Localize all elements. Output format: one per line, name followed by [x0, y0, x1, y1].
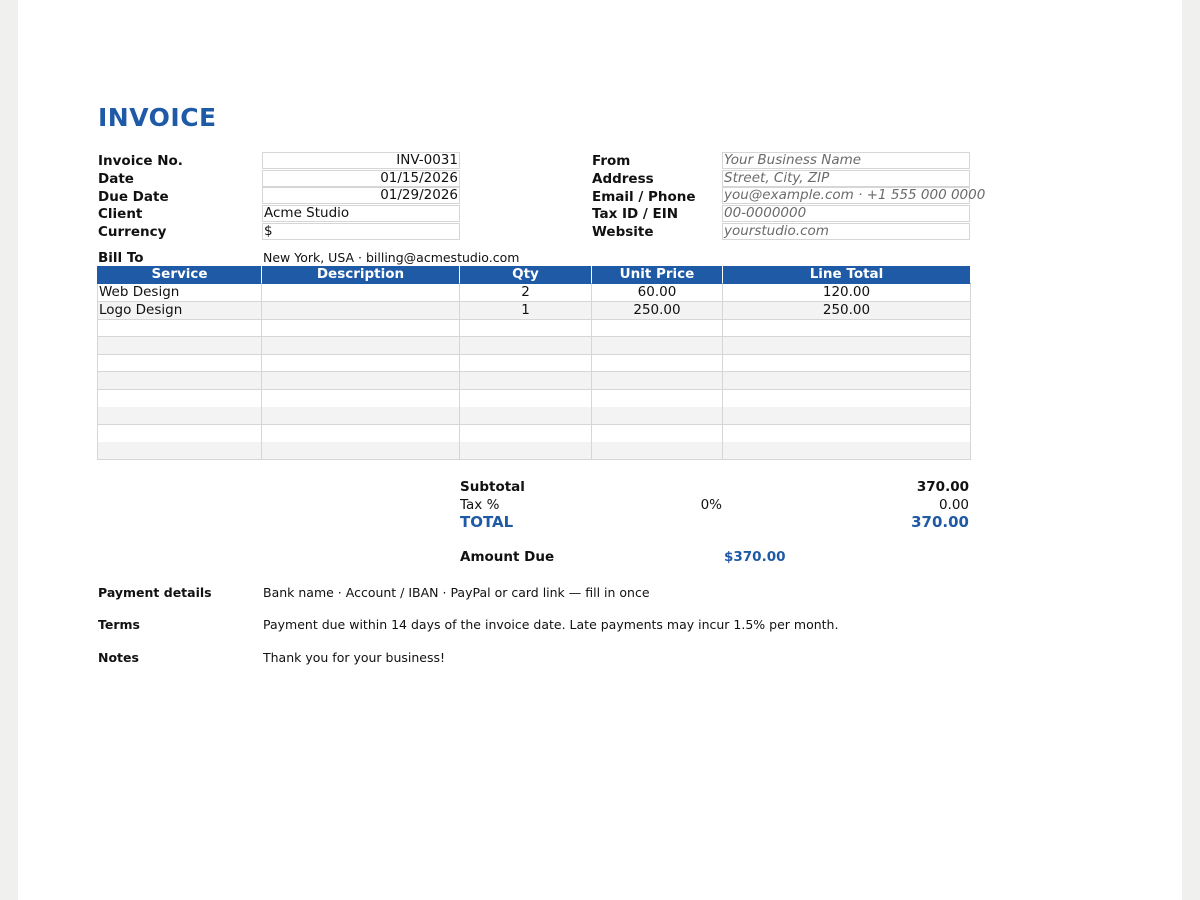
col-qty-header: Qty [460, 266, 592, 284]
terms-label: Terms [98, 617, 140, 632]
tax-id-label: Tax ID / EIN [592, 206, 679, 222]
cell-line-total[interactable] [723, 425, 971, 443]
cell-qty[interactable]: 1 [460, 302, 592, 320]
cell-description[interactable] [262, 390, 460, 408]
notes-label: Notes [98, 650, 139, 665]
cell-qty[interactable] [460, 442, 592, 460]
cell-line-total[interactable] [723, 319, 971, 337]
table-row [97, 302, 970, 320]
bill-to-value[interactable]: New York, USA · billing@acmestudio.com [263, 250, 520, 265]
cell-line-total[interactable] [723, 337, 971, 355]
currency-field[interactable]: $ [262, 223, 460, 240]
subtotal-label: Subtotal [460, 479, 525, 495]
email-phone-field[interactable]: you@example.com · +1 555 000 0000 [724, 187, 986, 203]
payment-details-value[interactable]: Bank name · Account / IBAN · PayPal or card link — fill in once [263, 585, 650, 600]
website-label: Website [592, 224, 654, 240]
cell-line-total[interactable] [723, 442, 971, 460]
cell-line-total[interactable] [723, 354, 971, 372]
cell-unit-price[interactable]: 250.00 [592, 302, 723, 320]
cell-qty[interactable] [460, 319, 592, 337]
tax-id-field[interactable]: 00-0000000 [722, 205, 970, 222]
cell-qty[interactable] [460, 407, 592, 425]
invoice-sheet [18, 0, 1182, 900]
cell-unit-price[interactable] [592, 390, 723, 408]
cell-description[interactable] [262, 354, 460, 372]
due-date-label: Due Date [98, 189, 169, 205]
cell-description[interactable] [262, 372, 460, 390]
client-field[interactable]: Acme Studio [262, 205, 460, 222]
cell-unit-price[interactable] [592, 442, 723, 460]
table-header [97, 266, 970, 284]
cell-unit-price[interactable] [592, 319, 723, 337]
cell-qty[interactable] [460, 390, 592, 408]
cell-unit-price[interactable] [592, 337, 723, 355]
table-row [97, 372, 970, 390]
table-row [97, 425, 970, 443]
cell-line-total[interactable] [723, 390, 971, 408]
email-phone-label: Email / Phone [592, 189, 696, 205]
amount-due-value: $370.00 [724, 549, 786, 565]
date-field[interactable]: 01/15/2026 [262, 170, 460, 187]
table-row [97, 442, 970, 460]
table-row [97, 284, 970, 302]
invoice-title: INVOICE [98, 103, 217, 132]
total-label: TOTAL [460, 513, 514, 531]
amount-due-label: Amount Due [460, 549, 555, 565]
cell-qty[interactable] [460, 372, 592, 390]
table-row [97, 354, 970, 372]
business-name-field[interactable]: Your Business Name [722, 152, 970, 169]
tax-rate-field[interactable]: 0% [700, 497, 722, 513]
subtotal-value: 370.00 [916, 479, 969, 495]
cell-line-total[interactable]: 120.00 [723, 284, 971, 302]
cell-unit-price[interactable] [592, 372, 723, 390]
notes-value[interactable]: Thank you for your business! [263, 650, 446, 665]
cell-service[interactable] [97, 319, 262, 337]
cell-service[interactable] [97, 337, 262, 355]
cell-description[interactable] [262, 337, 460, 355]
col-description-header: Description [262, 266, 460, 284]
cell-description[interactable] [262, 302, 460, 320]
cell-service[interactable] [97, 407, 262, 425]
tax-value: 0.00 [938, 497, 969, 513]
from-label: From [592, 153, 631, 169]
invoice-no-field[interactable]: INV-0031 [262, 152, 460, 169]
cell-service[interactable] [97, 354, 262, 372]
cell-unit-price[interactable] [592, 354, 723, 372]
cell-service[interactable] [97, 372, 262, 390]
tax-label: Tax % [460, 497, 500, 513]
total-value: 370.00 [911, 513, 969, 531]
client-label: Client [98, 206, 143, 222]
due-date-field[interactable]: 01/29/2026 [262, 187, 460, 204]
cell-qty[interactable] [460, 354, 592, 372]
col-service-header: Service [97, 266, 262, 284]
cell-qty[interactable] [460, 425, 592, 443]
cell-qty[interactable] [460, 337, 592, 355]
col-unit-price-header: Unit Price [592, 266, 723, 284]
cell-service[interactable] [97, 425, 262, 443]
terms-value[interactable]: Payment due within 14 days of the invoice date. Late payments may incur 1.5% per month. [263, 617, 839, 632]
cell-service[interactable]: Web Design [97, 284, 262, 302]
cell-description[interactable] [262, 284, 460, 302]
payment-details-label: Payment details [98, 585, 212, 600]
cell-description[interactable] [262, 319, 460, 337]
table-row [97, 337, 970, 355]
col-line-total-header: Line Total [723, 266, 971, 284]
table-row [97, 407, 970, 425]
bill-to-label: Bill To [98, 250, 144, 266]
cell-service[interactable]: Logo Design [97, 302, 262, 320]
website-field[interactable]: yourstudio.com [722, 223, 970, 240]
cell-unit-price[interactable]: 60.00 [592, 284, 723, 302]
table-row [97, 390, 970, 408]
address-label: Address [592, 171, 654, 187]
cell-description[interactable] [262, 442, 460, 460]
currency-label: Currency [98, 224, 167, 240]
cell-description[interactable] [262, 407, 460, 425]
table-row [97, 319, 970, 337]
cell-service[interactable] [97, 390, 262, 408]
date-label: Date [98, 171, 134, 187]
cell-unit-price[interactable] [592, 425, 723, 443]
cell-line-total[interactable] [723, 407, 971, 425]
cell-line-total[interactable]: 250.00 [723, 302, 971, 320]
cell-unit-price[interactable] [592, 407, 723, 425]
cell-line-total[interactable] [723, 372, 971, 390]
cell-description[interactable] [262, 425, 460, 443]
address-field[interactable]: Street, City, ZIP [722, 170, 970, 187]
cell-qty[interactable]: 2 [460, 284, 592, 302]
invoice-no-label: Invoice No. [98, 153, 183, 169]
cell-service[interactable] [97, 442, 262, 460]
